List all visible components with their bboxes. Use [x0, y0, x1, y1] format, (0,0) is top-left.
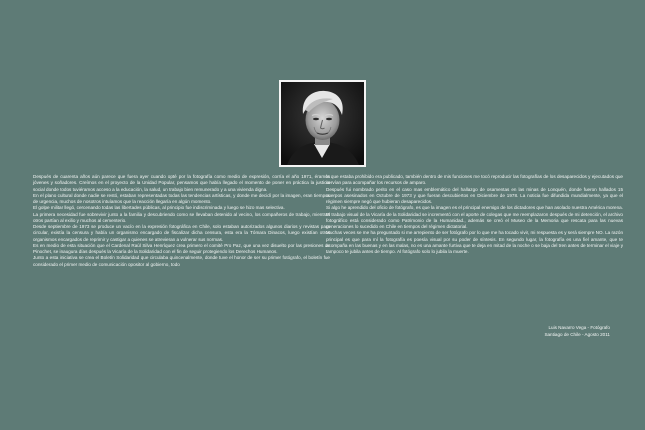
paragraph: Es en medio de esta situación que el Cardenal Raúl Silva Henríquez crea primero el comité Pro Paz, que una vez disuelto por las presiones de Pinochet, se inaugura días después la Vicaría de la Solidaridad con el fin de seguir protegiendo los Derechos Humanos.: [33, 242, 330, 254]
paragraph: Desde septiembre de 1973 se produce un vacío en la expresión fotográfica en Chile, solo estaban autorizados algunos diarios y revistas para circular, existía la censura y había un organismo encargado de fiscalizar dicha censura, esta era la Tómara Dinacos, luego existían otros organismos encargados de reprimir y castigar a quienes se atrevieran a vulnerar sus normas.: [33, 224, 330, 242]
portrait-photo-icon: [281, 82, 364, 165]
paragraph: Después de cuarenta años aún parece que fuera ayer cuando opté por la fotografía como medio de expresión, corría el año 1971, éramos jóvenes y soñadores. Creímos en el proyecto de la Unidad Popular, pensamos que había llegado el momento de poner en práctica la justicia social donde todos tuviéramos acceso a la educación, la salud, un trabajo bien remunerado y a una vivienda digna.: [33, 174, 330, 192]
paragraph: El golpe militar llegó, cercenando todas las libertades públicas, al principio fue indiscriminada y luego se hizo mas selectiva.: [33, 205, 285, 211]
author-portrait: [279, 80, 366, 167]
paragraph: La primera necesidad fue sobrevivir junto a la familia y descubriendo como se llevaban detenido al vecino, los compañeros de trabajo, mientras otros partían al exilio y muchos al cementerio.: [33, 211, 330, 223]
signature-block: [410, 324, 610, 338]
text-column-left: [33, 174, 330, 268]
place-date-line: Santiago de Chile - Agosto 2011: [544, 332, 610, 337]
paragraph: El trabajo visual de la Vicaría de la Solidaridad se incrementó con el aporte de colegas que me reemplazaron después de mi detención, el archivo fotográfico está considerado como Patrimonio de la Humanidad., además se creó el Museo de la Memoria que rescata para las nuevas generaciones lo sucedido en Chile en tiempos del régimen dictatorial.: [326, 211, 623, 229]
paragraph: En el plano cultural donde nadie se restó, estaban representadas todas las tendencias artísticas, y donde me decidí por la imagen, eran tiempos de urgencia, muchos de nosotros intuíamos que la reacción llegaría en algún momento.: [33, 192, 330, 204]
paragraph: Si algo he aprendido del oficio de fotógrafo, es que la imagen es el principal enemigo de los dictadores que han asolado nuestra América morena.: [326, 205, 623, 211]
text-column-right: [326, 174, 623, 255]
paragraph: lo que estaba prohibido era publicado, también dentro de mis funciones me tocó reproducir las fotografías de los desaparecidos y ejecutados que servían para acompañar los recursos de amparo.: [326, 174, 623, 186]
paragraph: Junto a esta iniciativa se crea el Boletín Solidaridad que circulaba quincenalmente, donde tuve el honor de ser su primer fotógrafo, el boletín fue considerado el primer medio de comunicación opositor al gobierno, todo: [33, 255, 330, 267]
author-name-line: Luis Navarro Vega - Fotógrafo: [548, 325, 610, 330]
paragraph: Después fui nombrado perito en el caso mas emblemático del hallazgo de osamentas en las minas de Lonquén, donde fueron hallados 15 cuerpos asesinados en Octubre de 1973 y que fueran descubiertos en Diciembre de 1978. La noticia fue difundida mundialmente, ya que el régimen siempre negó que hubieran desaparecidos.: [326, 186, 623, 204]
paragraph: Muchas veces se me ha preguntado si me arrepiento de ser fotógrafo por lo que me ha tocado vivir, mi respuesta es y será siempre NO. La razón principal es que para mí la fotografía es poesía visual por su poder de síntesis. En segundo lugar, la fotografía es una fiel amante, que te acompaña en las buenas y en las malas, no es una amante furtiva que te deja en mitad de la noche o se baja del tren antes de terminar el viaje y tampoco te jubila antes de tiempo. Al fotógrafo solo lo jubila la muerte.: [326, 230, 623, 254]
